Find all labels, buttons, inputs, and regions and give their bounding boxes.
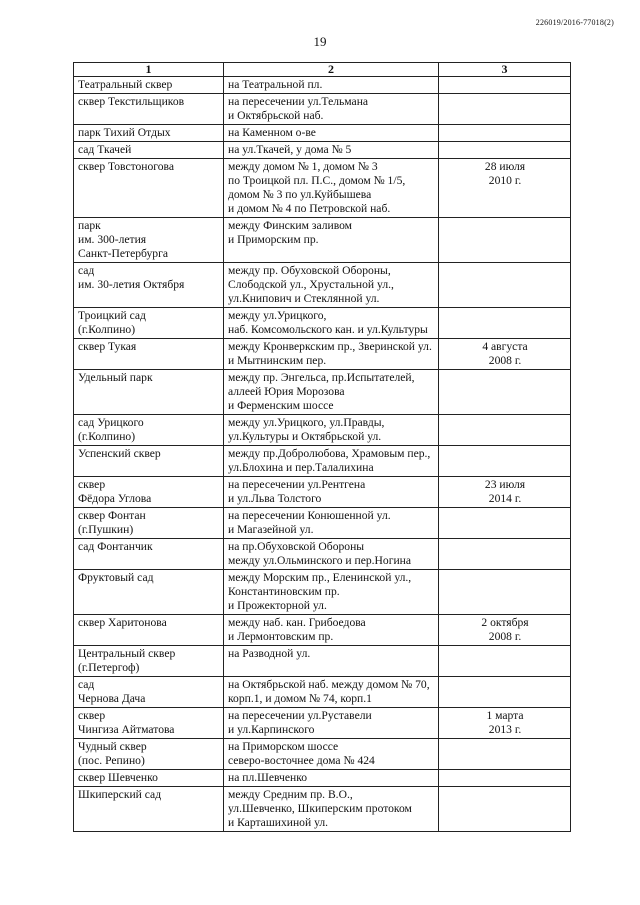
page-number: 19	[313, 34, 327, 49]
date-cell	[439, 125, 571, 142]
table-row	[74, 370, 571, 415]
date-cell: 23 июля 2014 г.	[439, 477, 571, 508]
date-cell	[439, 787, 571, 832]
location-cell: на Разводной ул.	[224, 646, 439, 677]
park-name-cell: Фруктовый сад	[74, 570, 224, 615]
table-row	[74, 708, 571, 739]
park-name-cell: Удельный парк	[74, 370, 224, 415]
column-header-2: 2	[224, 63, 439, 77]
date-cell	[439, 446, 571, 477]
date-cell	[439, 570, 571, 615]
table-row	[74, 218, 571, 263]
park-name-cell: Театральный сквер	[74, 77, 224, 94]
date-cell: 4 августа 2008 г.	[439, 339, 571, 370]
table-row	[74, 508, 571, 539]
location-cell: на Театральной пл.	[224, 77, 439, 94]
table-row	[74, 477, 571, 508]
park-name-cell: сквер Текстильщиков	[74, 94, 224, 125]
table-row	[74, 770, 571, 787]
location-cell: на пересечении ул.Тельмана и Октябрьской наб.	[224, 94, 439, 125]
date-cell	[439, 508, 571, 539]
location-cell: между ул.Урицкого, ул.Правды, ул.Культуры и Октябрьской ул.	[224, 415, 439, 446]
table-row	[74, 787, 571, 832]
location-cell: между пр. Энгельса, пр.Испытателей, аллеей Юрия Морозова и Ферменским шоссе	[224, 370, 439, 415]
table-row	[74, 339, 571, 370]
park-name-cell: сад Чернова Дача	[74, 677, 224, 708]
date-cell	[439, 739, 571, 770]
table-row	[74, 739, 571, 770]
date-cell	[439, 539, 571, 570]
park-name-cell: сквер Фонтан (г.Пушкин)	[74, 508, 224, 539]
location-cell: между наб. кан. Грибоедова и Лермонтовским пр.	[224, 615, 439, 646]
date-cell	[439, 677, 571, 708]
park-name-cell: Шкиперский сад	[74, 787, 224, 832]
location-cell: между Морским пр., Еленинской ул., Константиновским пр. и Прожекторной ул.	[224, 570, 439, 615]
location-cell: между Финским заливом и Приморским пр.	[224, 218, 439, 263]
location-cell: на Каменном о-ве	[224, 125, 439, 142]
park-name-cell: парк им. 300-летия Санкт-Петербурга	[74, 218, 224, 263]
park-name-cell: сквер Харитонова	[74, 615, 224, 646]
park-name-cell: сад им. 30-летия Октября	[74, 263, 224, 308]
park-name-cell: Центральный сквер (г.Петергоф)	[74, 646, 224, 677]
date-cell: 28 июля 2010 г.	[439, 159, 571, 218]
park-name-cell: сквер Шевченко	[74, 770, 224, 787]
table-header-row	[74, 63, 571, 77]
date-cell: 2 октября 2008 г.	[439, 615, 571, 646]
date-cell	[439, 142, 571, 159]
location-cell: между пр.Добролюбова, Храмовым пер., ул.Блохина и пер.Талалихина	[224, 446, 439, 477]
park-name-cell: сквер Тукая	[74, 339, 224, 370]
parks-table	[73, 62, 571, 832]
table-row	[74, 646, 571, 677]
table-row	[74, 125, 571, 142]
table-row	[74, 142, 571, 159]
park-name-cell: сквер Чингиза Айтматова	[74, 708, 224, 739]
column-header-3: 3	[439, 63, 571, 77]
table-row	[74, 677, 571, 708]
date-cell	[439, 308, 571, 339]
park-name-cell: сад Ткачей	[74, 142, 224, 159]
location-cell: на пл.Шевченко	[224, 770, 439, 787]
date-cell	[439, 94, 571, 125]
location-cell: между пр. Обуховской Обороны, Слободской ул., Хрустальной ул., ул.Книпович и Стеклянной ул.	[224, 263, 439, 308]
date-cell	[439, 218, 571, 263]
table-row	[74, 263, 571, 308]
column-header-1: 1	[74, 63, 224, 77]
location-cell: на пересечении ул.Рентгена и ул.Льва Толстого	[224, 477, 439, 508]
park-name-cell: сад Урицкого (г.Колпино)	[74, 415, 224, 446]
date-cell	[439, 370, 571, 415]
park-name-cell: сад Фонтанчик	[74, 539, 224, 570]
table-row	[74, 415, 571, 446]
park-name-cell: Троицкий сад (г.Колпино)	[74, 308, 224, 339]
table-row	[74, 615, 571, 646]
location-cell: между Средним пр. В.О., ул.Шевченко, Шкиперским протоком и Карташихиной ул.	[224, 787, 439, 832]
location-cell: на пересечении ул.Руставели и ул.Карпинского	[224, 708, 439, 739]
date-cell: 1 марта 2013 г.	[439, 708, 571, 739]
table-row	[74, 446, 571, 477]
table-row	[74, 159, 571, 218]
park-name-cell: Чудный сквер (пос. Репино)	[74, 739, 224, 770]
date-cell	[439, 415, 571, 446]
date-cell	[439, 263, 571, 308]
location-cell: между домом № 1, домом № 3 по Троицкой пл. П.С., домом № 1/5, домом № 3 по ул.Куйбышева и домом № 4 по Петровской наб.	[224, 159, 439, 218]
date-cell	[439, 770, 571, 787]
table-row	[74, 308, 571, 339]
location-cell: на ул.Ткачей, у дома № 5	[224, 142, 439, 159]
document-id: 226019/2016-77018(2)	[535, 18, 614, 27]
location-cell: между Кронверкским пр., Зверинской ул. и Мытнинским пер.	[224, 339, 439, 370]
location-cell: на Приморском шоссе северо-восточнее дома № 424	[224, 739, 439, 770]
location-cell: на пересечении Конюшенной ул. и Магазейной ул.	[224, 508, 439, 539]
park-name-cell: сквер Фёдора Углова	[74, 477, 224, 508]
park-name-cell: сквер Товстоногова	[74, 159, 224, 218]
park-name-cell: Успенский сквер	[74, 446, 224, 477]
park-name-cell: парк Тихий Отдых	[74, 125, 224, 142]
table-row	[74, 570, 571, 615]
table-row	[74, 94, 571, 125]
location-cell: на пр.Обуховской Обороны между ул.Ольминского и пер.Ногина	[224, 539, 439, 570]
date-cell	[439, 646, 571, 677]
location-cell: между ул.Урицкого, наб. Комсомольского кан. и ул.Культуры	[224, 308, 439, 339]
location-cell: на Октябрьской наб. между домом № 70, корп.1, и домом № 74, корп.1	[224, 677, 439, 708]
table-row	[74, 539, 571, 570]
table-row	[74, 77, 571, 94]
date-cell	[439, 77, 571, 94]
